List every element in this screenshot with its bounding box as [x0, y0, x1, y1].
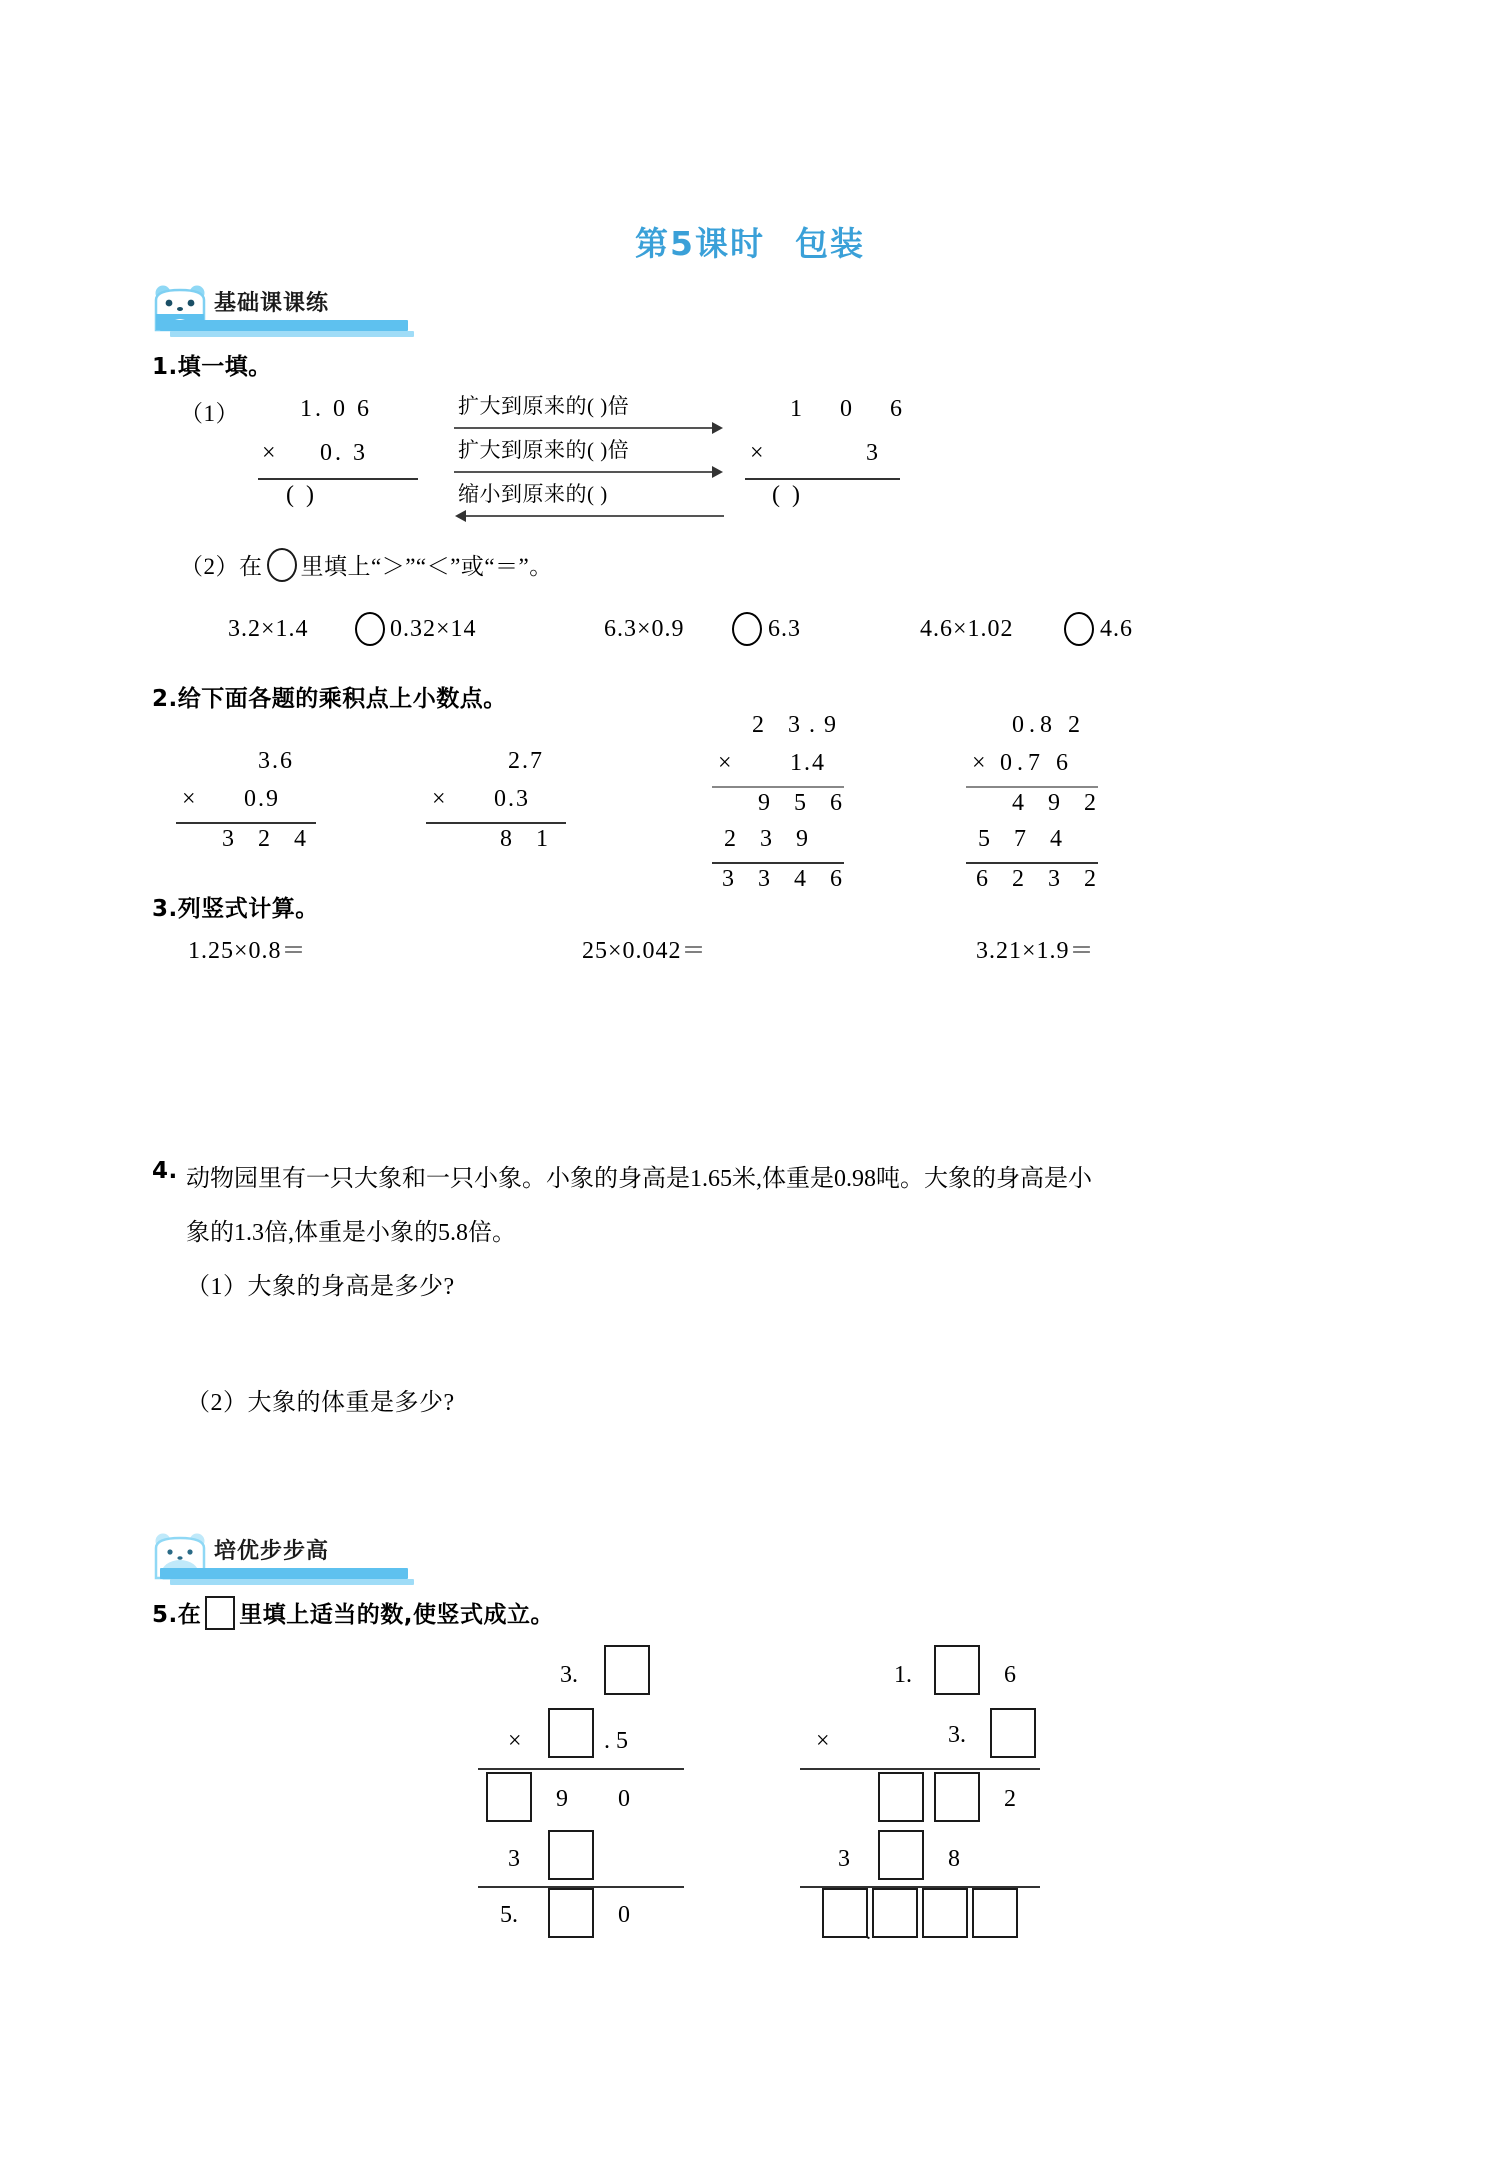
q1-right-line2: 3: [866, 440, 881, 466]
circle-blank-inline[interactable]: [267, 548, 297, 582]
q4-sub-1: （1）大象的身高是多少?: [186, 1274, 455, 1300]
q5-left-rule-1: [478, 1768, 684, 1770]
question-3-number: 3.列竖式计算。: [152, 896, 319, 922]
q5-right-r5-box-3[interactable]: [922, 1888, 968, 1938]
q2-item2-op: ×: [432, 786, 449, 812]
q1-right-line1: 1 0 6: [790, 396, 918, 422]
q1-cmp-1-right: 0.32×14: [390, 616, 477, 642]
q5-right-r5-box-2[interactable]: [872, 1888, 918, 1938]
q1-left-rule: [258, 478, 418, 480]
q1-arrow-line-3: [466, 515, 724, 517]
q3-expression-1: 1.25×0.8＝: [188, 938, 307, 964]
q1-arrow-label-3: 缩小到原来的( ): [458, 482, 608, 506]
q2-item2-multiplier: 0.3: [494, 786, 530, 812]
q5-left-r1-c1: 3.: [560, 1662, 578, 1688]
q2-item2-product: 8 1: [500, 826, 557, 852]
q2-item2-rule: [426, 822, 566, 824]
q5-right-r5-decimal-point: .: [866, 1922, 871, 1944]
q1-right-result: ( ): [772, 482, 803, 508]
q5-right-r5-box-1[interactable]: [822, 1888, 868, 1938]
q2-item3-multiplier: 1.4: [790, 750, 826, 776]
q5-right-r1-box[interactable]: [934, 1645, 980, 1695]
q1-right-rule: [745, 478, 900, 480]
q1-left-line2: 0. 3: [320, 440, 368, 466]
q2-item4-op: ×: [972, 750, 989, 776]
q5-right-r1-c3: 6: [1004, 1662, 1016, 1688]
section-badge-basic: [152, 280, 422, 332]
section-badge-label: 基础课课练: [214, 291, 330, 316]
q2-item3-partial-2: 2 3 9: [724, 826, 817, 852]
q5-left-r2-box[interactable]: [548, 1708, 594, 1758]
q2-item4-partial-1: 4 9 2: [1012, 790, 1105, 816]
badge-bar-shadow: [170, 331, 414, 337]
q1-arrow-head-2: [712, 466, 723, 478]
q1-left-line1: 1. 0 6: [300, 396, 372, 422]
q1-arrow-head-3: [455, 510, 466, 522]
page-title: [0, 218, 1500, 265]
q2-item1-product: 3 2 4: [222, 826, 315, 852]
q1-cmp-2-circle[interactable]: [732, 612, 762, 646]
q5-left-r2-op: ×: [508, 1728, 522, 1754]
q5-right-rule-1: [800, 1768, 1040, 1770]
q5-right-r3-c3: 2: [1004, 1786, 1016, 1812]
q2-item4-multiplicand: 0.8 2: [1012, 712, 1085, 738]
q5-left-r5-c1: 5.: [500, 1902, 518, 1928]
q2-item1-multiplier: 0.9: [244, 786, 280, 812]
q1-part2-prompt: （2）在 里填上“＞”“＜”或“＝”。: [180, 548, 553, 582]
section-badge-label: 培优步步高: [214, 1539, 330, 1564]
q1-arrow-label-2: 扩大到原来的( )倍: [458, 438, 630, 462]
q2-item2-multiplicand: 2.7: [508, 748, 544, 774]
q1-cmp-3-right: 4.6: [1100, 616, 1133, 642]
q1-right-op: ×: [750, 440, 767, 466]
q5-left-r1-box[interactable]: [604, 1645, 650, 1695]
q5-right-r4-c1: 3: [838, 1846, 850, 1872]
q2-item3-product: 3 3 4 6: [722, 866, 851, 892]
q2-item4-partial-2: 5 7 4: [978, 826, 1071, 852]
question-4-number: 4.: [152, 1158, 178, 1184]
q1-cmp-2-left: 6.3×0.9: [604, 616, 685, 642]
q1-cmp-1-left: 3.2×1.4: [228, 616, 309, 642]
q5-left-r5-box[interactable]: [548, 1888, 594, 1938]
q4-line-1: 动物园里有一只大象和一只小象。小象的身高是1.65米,体重是0.98吨。大象的身高是小: [186, 1166, 1092, 1192]
q1-arrow-label-1: 扩大到原来的( )倍: [458, 394, 630, 418]
q5-right-r4-box[interactable]: [878, 1830, 924, 1880]
q1-arrow-line-1: [454, 427, 714, 429]
badge-bar: [160, 1568, 408, 1579]
q1-cmp-3-circle[interactable]: [1064, 612, 1094, 646]
q5-left-r3-c2: 9: [556, 1786, 568, 1812]
q5-left-r2-c3: . 5: [604, 1728, 628, 1754]
q2-item3-rule-1: [712, 786, 844, 788]
page-title-main: 第5课时: [635, 224, 765, 263]
q1-arrow-line-2: [454, 471, 714, 473]
square-blank-inline[interactable]: [205, 1596, 235, 1630]
q2-item4-rule-2: [966, 862, 1098, 864]
q5-left-r4-c1: 3: [508, 1846, 520, 1872]
question-2-number: 2.给下面各题的乘积点上小数点。: [152, 686, 507, 712]
q1-arrow-head-1: [712, 422, 723, 434]
q2-item3-rule-2: [712, 862, 844, 864]
q1-part1-marker: （1）: [180, 401, 239, 426]
q2-item3-multiplicand: 2 3.9: [752, 712, 845, 738]
q2-item3-partial-1: 9 5 6: [758, 790, 851, 816]
q5-right-r3-box-1[interactable]: [878, 1772, 924, 1822]
q5-left-r4-box[interactable]: [548, 1830, 594, 1880]
page-title-sub: 包装: [794, 224, 865, 263]
q2-item4-multiplier: 0.7 6: [1000, 750, 1073, 776]
q2-item4-rule-1: [966, 786, 1098, 788]
q2-item1-op: ×: [182, 786, 199, 812]
q5-left-r3-c3: 0: [618, 1786, 630, 1812]
q5-left-r5-c3: 0: [618, 1902, 630, 1928]
q5-right-r2-op: ×: [816, 1728, 830, 1754]
q1-cmp-2-right: 6.3: [768, 616, 801, 642]
q1-left-result: ( ): [286, 482, 317, 508]
question-5-number: 5.在 里填上适当的数,使竖式成立。: [152, 1596, 554, 1630]
q1-cmp-3-left: 4.6×1.02: [920, 616, 1014, 642]
q2-item4-product: 6 2 3 2: [976, 866, 1105, 892]
q3-expression-2: 25×0.042＝: [582, 938, 707, 964]
q3-expression-3: 3.21×1.9＝: [976, 938, 1095, 964]
q1-left-op: ×: [262, 440, 279, 466]
q5-right-r2-c2: 3.: [948, 1722, 966, 1748]
q5-right-r5-box-4[interactable]: [972, 1888, 1018, 1938]
q5-right-r3-box-2[interactable]: [934, 1772, 980, 1822]
question-1-number: 1.填一填。: [152, 354, 272, 380]
badge-bar: [160, 320, 408, 331]
badge-bar-shadow: [170, 1579, 414, 1585]
q5-right-r1-c1: 1.: [894, 1662, 912, 1688]
q5-right-r4-c3: 8: [948, 1846, 960, 1872]
q4-sub-2: （2）大象的体重是多少?: [186, 1390, 455, 1416]
q4-line-2: 象的1.3倍,体重是小象的5.8倍。: [186, 1220, 516, 1246]
q5-left-r3-box[interactable]: [486, 1772, 532, 1822]
q2-item1-multiplicand: 3.6: [258, 748, 294, 774]
q5-right-r2-box[interactable]: [990, 1708, 1036, 1758]
q1-cmp-1-circle[interactable]: [355, 612, 385, 646]
q2-item1-rule: [176, 822, 316, 824]
section-badge-advanced: [152, 1528, 422, 1580]
q2-item3-op: ×: [718, 750, 735, 776]
